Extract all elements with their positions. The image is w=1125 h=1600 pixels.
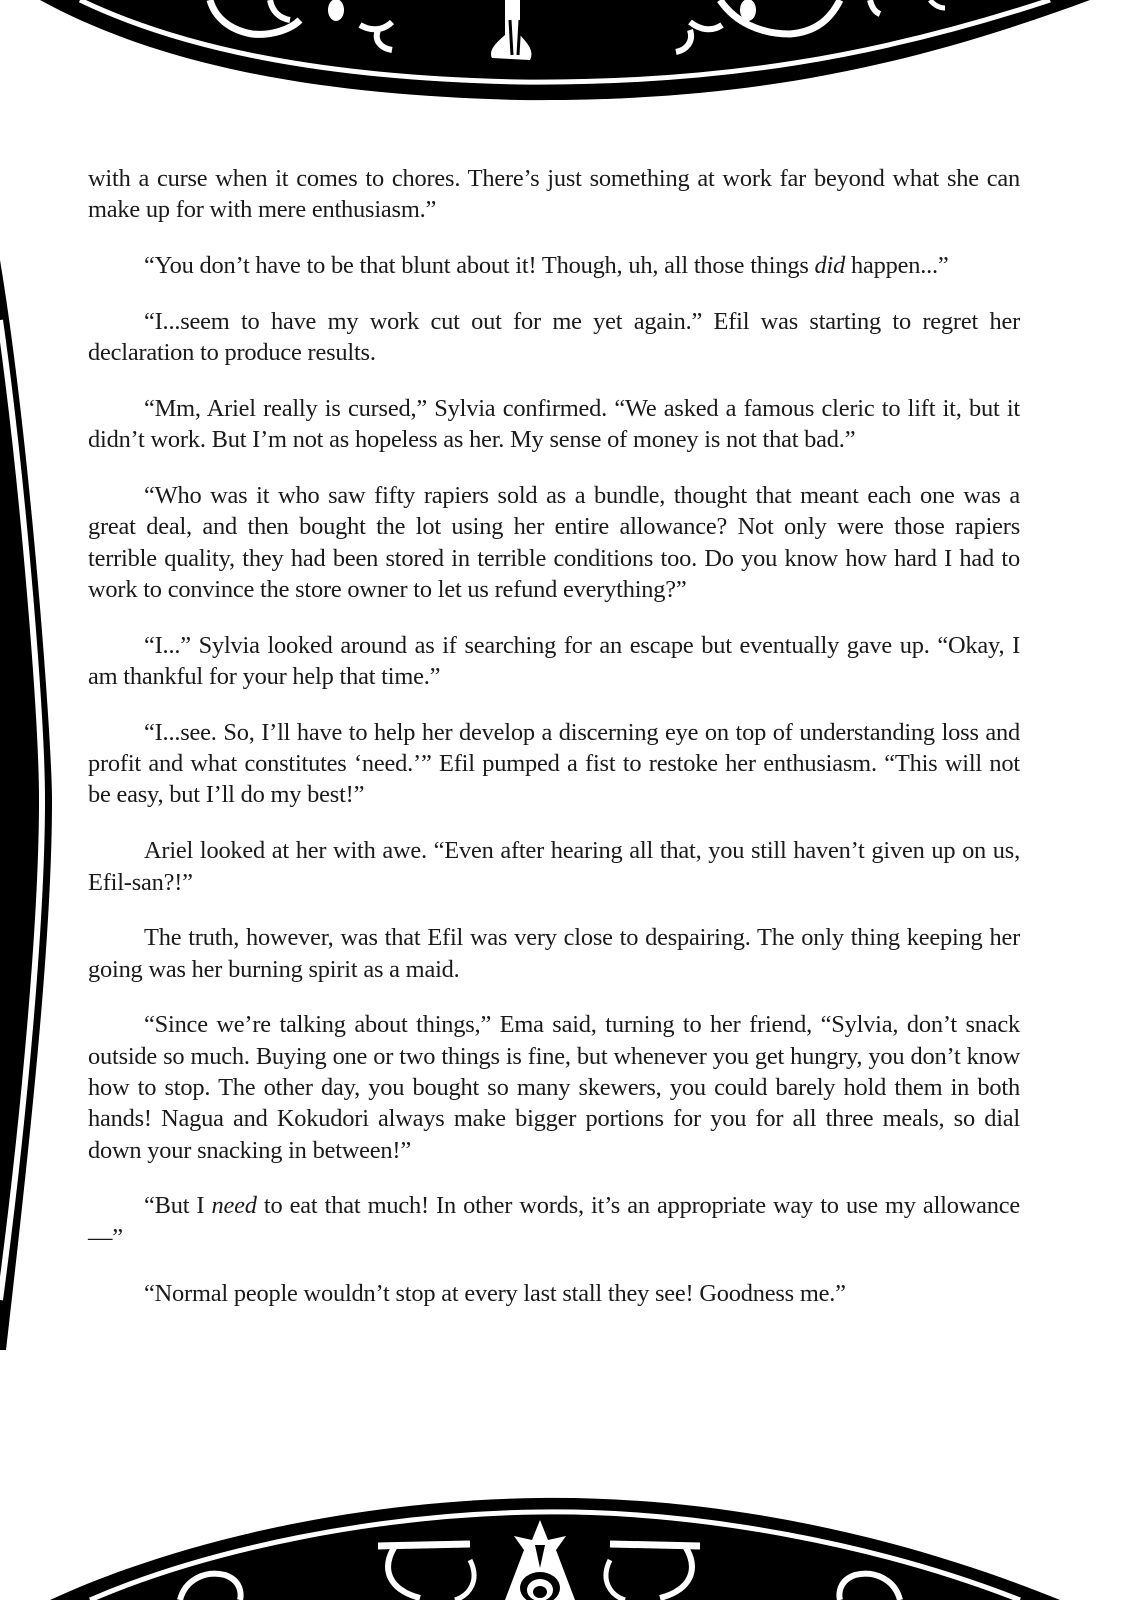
text-segment: “Normal people wouldn’t stop at every last stall they see! Goodness me.” <box>144 1279 846 1307</box>
paragraph <box>88 1278 1020 1309</box>
top-ornament-icon <box>0 0 1125 110</box>
paragraph <box>88 250 1020 281</box>
text-segment: “I...” Sylvia looked around as if searching for an escape but eventually gave up. “Okay, I am thankful for your help that time.” <box>88 631 1020 691</box>
paragraph <box>88 480 1020 605</box>
paragraph <box>88 163 1020 226</box>
paragraph <box>88 630 1020 693</box>
text-segment: “I...see. So, I’ll have to help her develop a discerning eye on top of understanding loss and profit and what constitutes ‘need.’” Efil pumped a fist to restoke her enthusiasm. “This will not be easy, but I’ll do my best!” <box>88 718 1020 809</box>
italic-text: did <box>814 252 846 280</box>
paragraph <box>88 835 1020 898</box>
paragraph <box>88 1190 1020 1253</box>
paragraph <box>88 393 1020 456</box>
text-segment: “But I <box>144 1192 212 1220</box>
bottom-ornament-icon <box>0 1490 1125 1600</box>
text-segment: The truth, however, was that Efil was very close to despairing. The only thing keeping her going was her burning spirit as a maid. <box>88 924 1020 983</box>
text-segment: “I...seem to have my work cut out for me yet again.” Efil was starting to regret her declaration to produce results. <box>88 307 1020 367</box>
text-segment: happen...” <box>845 252 949 280</box>
paragraph <box>88 922 1020 985</box>
paragraph <box>88 306 1020 369</box>
italic-text: need <box>211 1192 257 1220</box>
text-segment: Ariel looked at her with awe. “Even after hearing all that, you still haven’t given up on us, Efil-san?!” <box>88 837 1020 896</box>
text-segment: to eat that much! In other words, it’s an appropriate way to use my allowance—” <box>88 1192 1020 1251</box>
text-segment: “Since we’re talking about things,” Ema said, turning to her friend, “Sylvia, don’t snack outside so much. Buying one or two things is fine, but whenever you get hungry, you don’t know how to stop. The other day, you bought so many skewers, you could barely hold them in both hands! Nagua and Kokudori always make bigger portions for you for all three meals, so dial down your snacking in between!” <box>88 1011 1020 1164</box>
text-segment: “Mm, Ariel really is cursed,” Sylvia confirmed. “We asked a famous cleric to lift it, but it didn’t work. But I’m not as hopeless as her. My sense of money is not that bad.” <box>88 394 1020 454</box>
text-segment: “You don’t have to be that blunt about it! Though, uh, all those things <box>144 252 815 280</box>
paragraph <box>88 1009 1020 1165</box>
paragraph <box>88 717 1020 811</box>
left-ornament-icon <box>0 240 70 1350</box>
page-text-body <box>88 163 1020 1333</box>
text-segment: “Who was it who saw fifty rapiers sold as a bundle, thought that meant each one was a great deal, and then bought the lot using her entire allowance? Not only were those rapiers terrible quality, they had been stored in terrible conditions too. Do you know how hard I had to work to convince the store owner to let us refund everything?” <box>88 482 1020 603</box>
text-segment: with a curse when it comes to chores. There’s just something at work far beyond what she can make up for with mere enthusiasm.” <box>88 165 1020 224</box>
